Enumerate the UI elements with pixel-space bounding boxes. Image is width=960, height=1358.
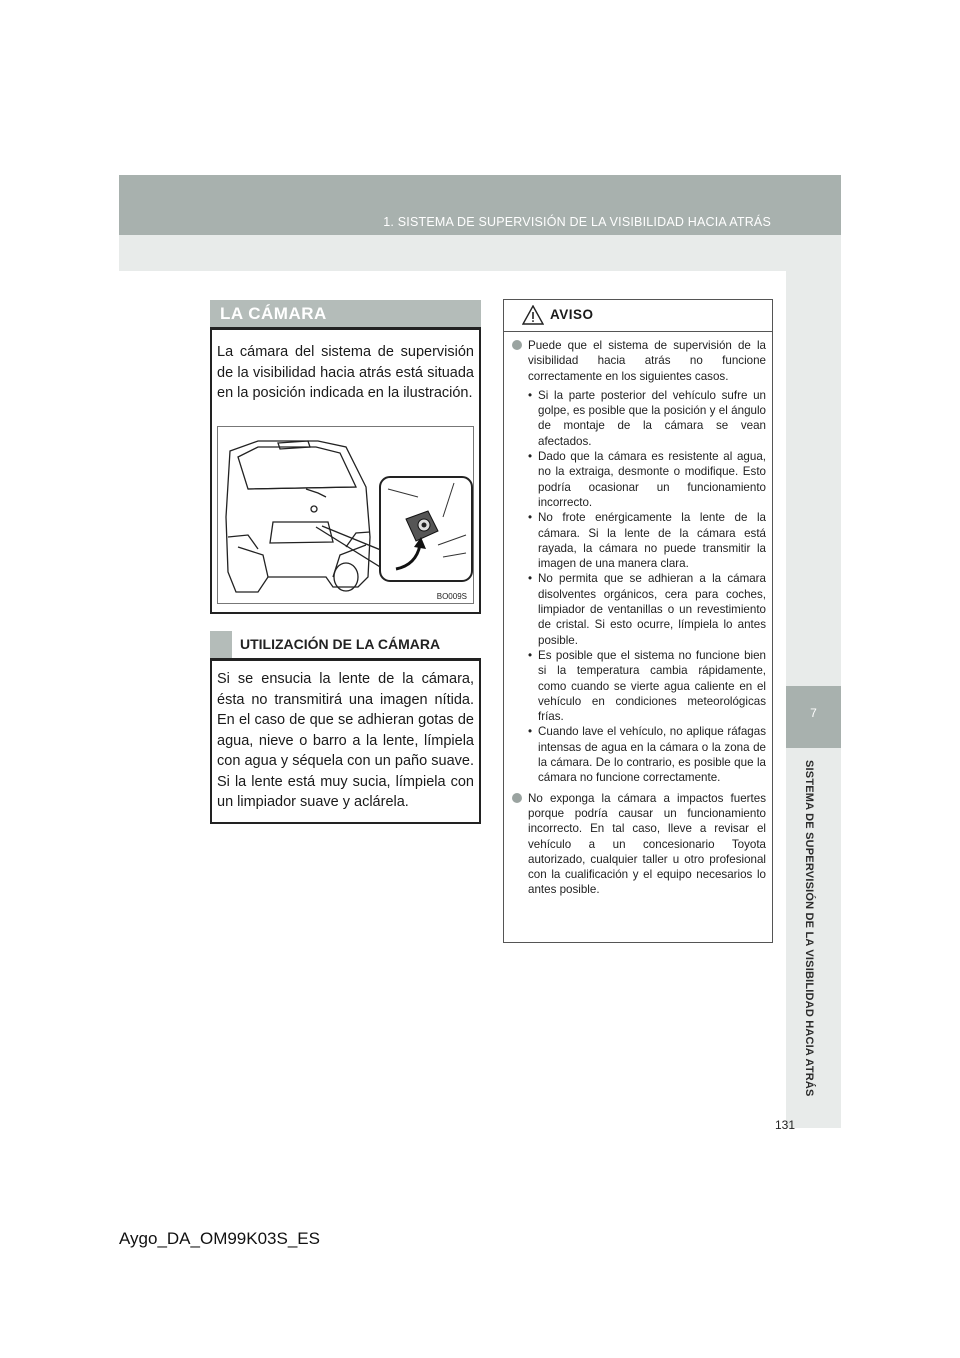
warning-bullet bbox=[512, 338, 766, 384]
footer-code: Aygo_DA_OM99K03S_ES bbox=[119, 1229, 320, 1248]
warning-subitem: • Si la parte posterior del vehículo sufre un golpe, es posible que la posición y el ángulo de montaje de la cámara se vean afectados. bbox=[528, 388, 766, 448]
chapter-heading: 1. SISTEMA DE SUPERVISIÓN DE LA VISIBILIDAD HACIA ATRÁS bbox=[383, 215, 771, 229]
warning-subitem: • No permita que se adhieran a la cámara disolventes orgánicos, cera para coches, limpiador de ventanillas o un revestimiento de cristal. Si esto ocurre, límpiela lo antes posible. bbox=[528, 572, 766, 647]
warning-bullet-text: Puede que el sistema de supervisión de la visibilidad hacia atrás no funcione correctamente en los siguientes casos. bbox=[528, 339, 766, 383]
bullet-dot-icon bbox=[512, 340, 522, 350]
subitem-text: No frote enérgicamente la lente de la cámara. Si la lente de la cámara está rayada, la cámara no puede transmitir la imagen de una manera clara. bbox=[538, 511, 766, 571]
subitem-text: Dado que la cámara es resistente al agua, no la extraiga, desmonte o modifique. Esto podría ocasionar un funcionamiento incorrecto. bbox=[538, 450, 766, 509]
warning-subitem: • Es posible que el sistema no funcione bien si la temperatura cambia rápidamente, como cuando se vierte agua caliente en el vehículo en condiciones meteorológicas frías. bbox=[528, 648, 766, 724]
warning-bullet bbox=[512, 791, 766, 898]
warning-title: AVISO bbox=[550, 307, 594, 322]
camara-description: La cámara del sistema de supervisión de la visibilidad hacia atrás está situada en la posición indicada en la ilustración. bbox=[217, 344, 474, 401]
warning-body bbox=[512, 338, 766, 898]
warning-subitem: • Cuando lave el vehículo, no aplique ráfagas intensas de agua en la cámara o la zona de la cámara. De lo contrario, es posible que la cámara no funcione correctamente. bbox=[528, 725, 766, 785]
warning-subitem: • Dado que la cámara es resistente al agua, no la extraiga, desmonte o modifique. Esto podría ocasionar un funcionamiento incorrecto. bbox=[528, 450, 766, 509]
rear-car-illustration bbox=[218, 427, 474, 604]
section-box-utilizacion bbox=[210, 658, 481, 824]
warning-header bbox=[504, 300, 772, 332]
chapter-number: 7 bbox=[810, 706, 817, 720]
side-vertical-text: SISTEMA DE SUPERVISIÓN DE LA VISIBILIDAD HACIA ATRÁS bbox=[803, 760, 815, 1097]
warning-bullet-text: No exponga la cámara a impactos fuertes porque podría causar un funcionamiento incorrecto. En tal caso, lleve a revisar el vehículo a un concesionario Toyota autorizado, cualquier taller u otro profesional con la cualificación y el equipo necesarios lo antes posible. bbox=[528, 791, 766, 897]
subitem-text: Es posible que el sistema no funcione bien si la temperatura cambia rápidamente, como cuando se vierte agua caliente en el vehículo en condiciones meteorológicas frías. bbox=[538, 648, 766, 724]
section-title-camara: LA CÁMARA bbox=[210, 300, 481, 327]
section-title-utilizacion: UTILIZACIÓN DE LA CÁMARA bbox=[210, 631, 481, 658]
side-vertical-label bbox=[798, 760, 820, 1120]
page-number: 131 bbox=[775, 1118, 796, 1132]
section-box-camara bbox=[210, 327, 481, 614]
subitem-text: Cuando lave el vehículo, no aplique ráfagas intensas de agua en la cámara o la zona de la cámara. De lo contrario, es posible que la cámara no funcione correctamente. bbox=[538, 725, 766, 785]
bullet-dot-icon bbox=[512, 793, 522, 803]
camera-location-figure bbox=[217, 426, 474, 604]
subitem-text: Si la parte posterior del vehículo sufre un golpe, es posible que la posición y el ángulo de montaje de la cámara se vean afectados. bbox=[538, 388, 766, 448]
subitem-text: No permita que se adhieran a la cámara disolventes orgánicos, cera para coches, limpiador de ventanillas o un revestimiento de cristal. Si esto ocurre, límpiela lo antes posible. bbox=[538, 572, 766, 647]
utilizacion-description: Si se ensucia la lente de la cámara, ésta no transmitirá una imagen nítida. En el caso de que se adhieran gotas de agua, nieve o barro a la lente, límpiela con agua y séquela con un paño suave. Si la lente está muy sucia, límpiela con un limpiador suave y aclárela. bbox=[217, 671, 474, 810]
figure-code: BO009S bbox=[436, 592, 467, 601]
header-band bbox=[119, 175, 841, 271]
warning-box bbox=[503, 299, 773, 943]
header-bar bbox=[119, 175, 841, 235]
warning-triangle-icon bbox=[522, 305, 544, 325]
warning-subitem: • No frote enérgicamente la lente de la cámara. Si la lente de la cámara está rayada, la cámara no puede transmitir la imagen de una manera clara. bbox=[528, 511, 766, 571]
